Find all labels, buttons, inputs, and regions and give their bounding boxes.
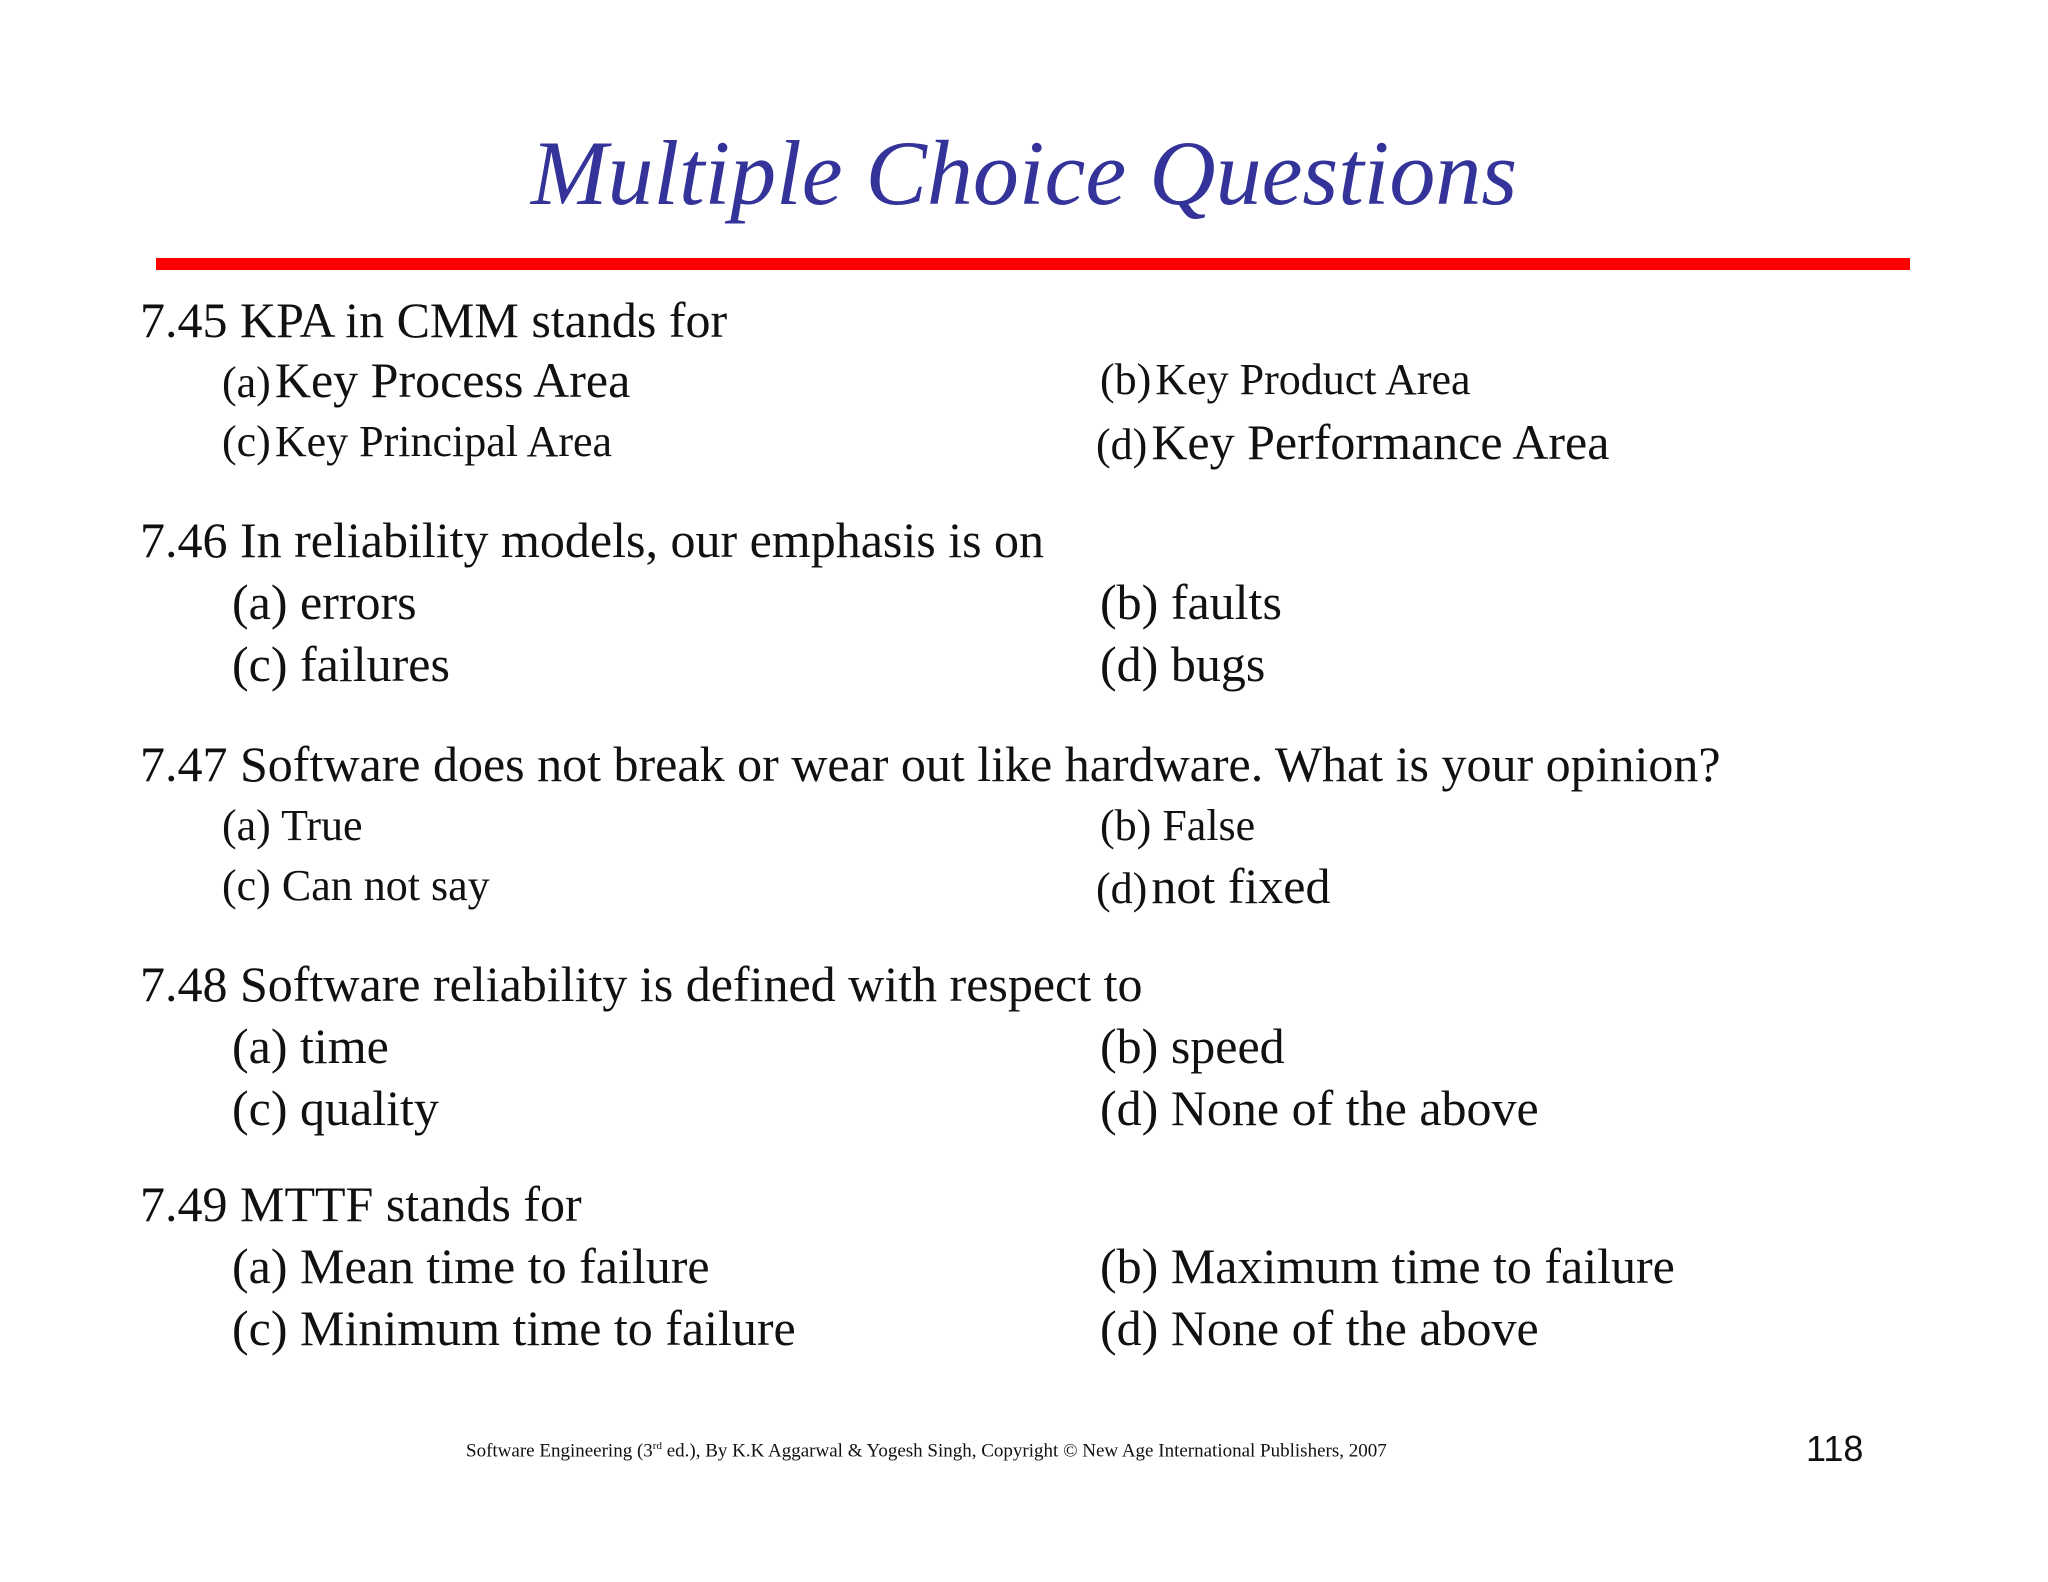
option-text: not fixed	[1151, 858, 1331, 914]
option-b	[1100, 1016, 1285, 1076]
option-text: Key Principal Area	[274, 417, 613, 466]
question-stem: 7.49 MTTF stands for	[140, 1176, 582, 1232]
option-d	[1096, 856, 1330, 929]
option-label: (b)	[1100, 1018, 1159, 1074]
option-text: quality	[300, 1080, 439, 1136]
option-text: time	[300, 1018, 389, 1074]
option-text: Maximum time to failure	[1170, 1238, 1675, 1294]
option-c	[232, 1298, 796, 1358]
option-label: (b)	[1100, 801, 1152, 850]
slide-title: Multiple Choice Questions	[530, 122, 1518, 224]
option-text: failures	[300, 636, 450, 692]
option-label: (b)	[1100, 1238, 1159, 1294]
option-a	[232, 572, 417, 632]
option-text: Mean time to failure	[300, 1238, 710, 1294]
option-text: errors	[300, 574, 417, 630]
option-text: Key Performance Area	[1151, 414, 1610, 470]
question-stem: 7.46 In reliability models, our emphasis is on	[140, 512, 1045, 568]
option-label: (a)	[232, 1018, 288, 1074]
option-c	[222, 412, 612, 482]
option-label: (d)	[1100, 1080, 1159, 1136]
option-label: (d)	[1096, 420, 1148, 469]
option-d	[1100, 1078, 1539, 1138]
footer-text-end: ed.), By K.K Aggarwal & Yogesh Singh, Copyright © New Age International Publishers, 2007	[661, 1440, 1387, 1462]
option-d	[1096, 412, 1609, 485]
option-label: (a)	[222, 801, 271, 850]
option-b	[1100, 796, 1255, 856]
option-label: (a)	[232, 574, 288, 630]
option-label: (d)	[1100, 636, 1159, 692]
option-text: bugs	[1170, 636, 1266, 692]
option-c	[222, 856, 490, 916]
option-text: False	[1162, 801, 1256, 850]
question-stem: 7.47 Software does not break or wear out like hardware. What is your opinion?	[140, 736, 1721, 792]
option-text: Can not say	[281, 861, 490, 910]
option-b	[1100, 572, 1282, 632]
footer-citation	[466, 1440, 1387, 1462]
option-label: (c)	[232, 1300, 288, 1356]
option-c	[232, 634, 450, 694]
option-label: (c)	[232, 1080, 288, 1136]
option-text: Minimum time to failure	[300, 1300, 796, 1356]
option-text: faults	[1170, 574, 1282, 630]
footer-superscript: rd	[652, 1440, 662, 1452]
question-stem: 7.45 KPA in CMM stands for	[140, 292, 728, 348]
option-label: (b)	[1100, 355, 1152, 404]
option-label: (b)	[1100, 574, 1159, 630]
option-label: (a)	[222, 358, 271, 407]
option-d	[1100, 1298, 1539, 1358]
question-stem: 7.48 Software reliability is defined with respect to	[140, 956, 1143, 1012]
option-text: Key Process Area	[274, 352, 631, 408]
option-label: (a)	[232, 1238, 288, 1294]
option-label: (d)	[1096, 864, 1148, 913]
option-label: (c)	[232, 636, 288, 692]
option-a	[232, 1016, 389, 1076]
option-text: speed	[1170, 1018, 1285, 1074]
option-label: (d)	[1100, 1300, 1159, 1356]
option-d	[1100, 634, 1265, 694]
option-b	[1100, 350, 1471, 420]
option-a	[222, 796, 363, 856]
option-label: (c)	[222, 861, 271, 910]
option-b	[1100, 1236, 1675, 1296]
option-a	[232, 1236, 710, 1296]
page-number: 118	[1806, 1428, 1864, 1469]
title-divider	[156, 258, 1910, 270]
option-c	[232, 1078, 439, 1138]
option-text: Key Product Area	[1155, 355, 1471, 404]
footer-text-start: Software Engineering (3	[466, 1440, 653, 1462]
option-text: True	[281, 801, 363, 850]
option-text: None of the above	[1170, 1300, 1539, 1356]
option-text: None of the above	[1170, 1080, 1539, 1136]
option-label: (c)	[222, 417, 271, 466]
